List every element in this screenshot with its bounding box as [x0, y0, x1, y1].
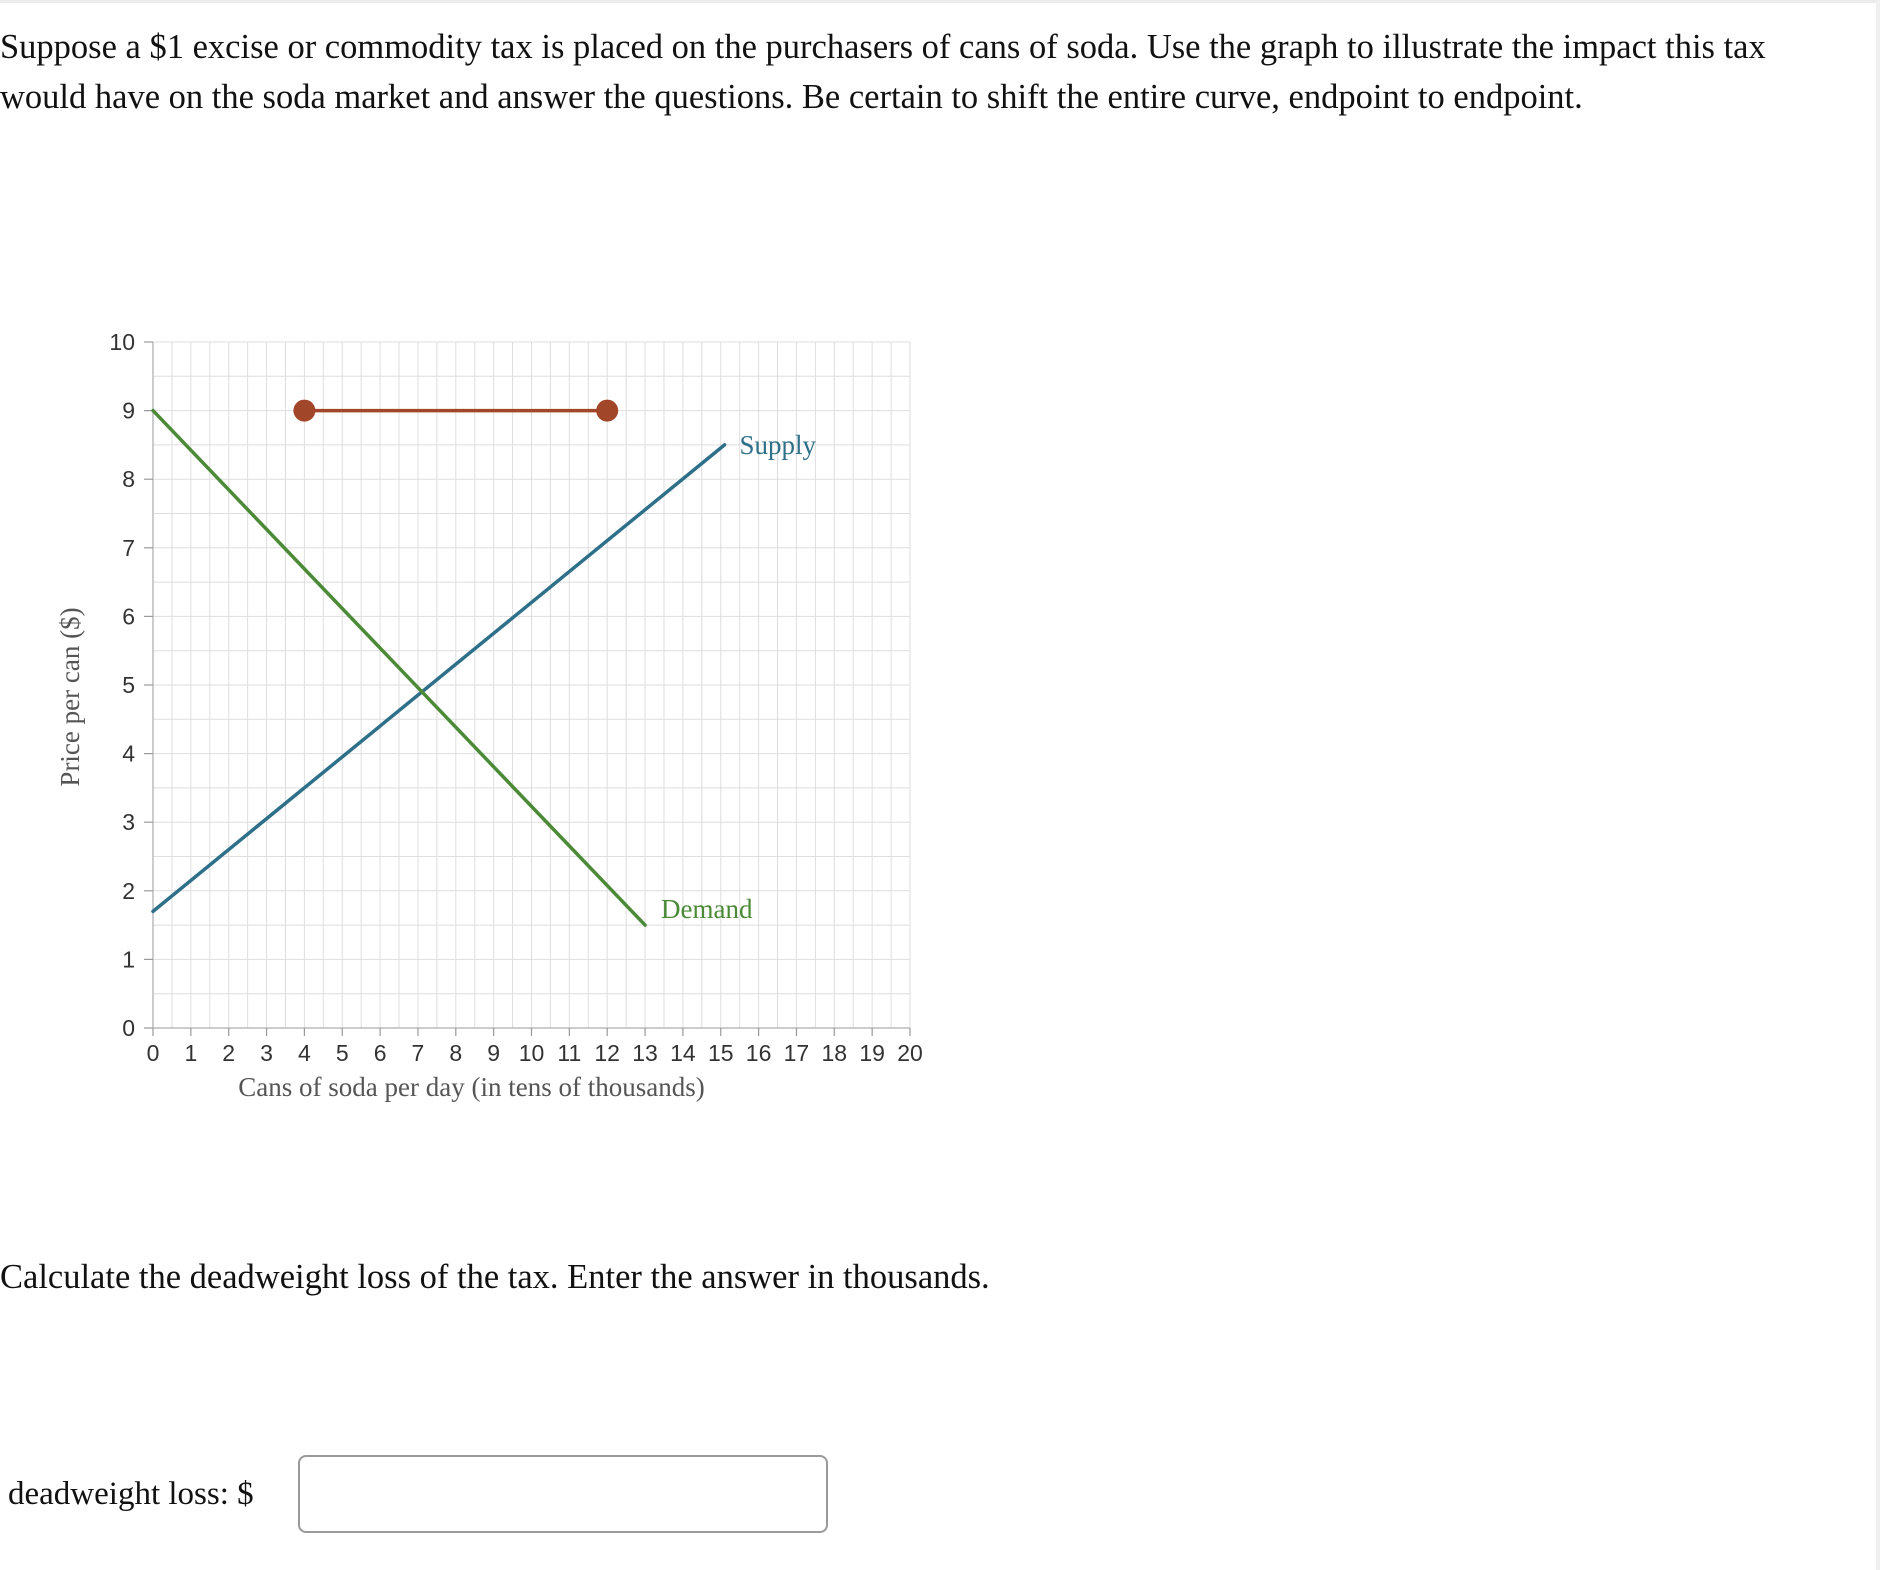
- x-tick-label: 8: [449, 1040, 463, 1066]
- y-tick-label: 9: [122, 397, 135, 424]
- x-tick-label: 1: [184, 1040, 198, 1066]
- x-axis-title: Cans of soda per day (in tens of thousands): [238, 1072, 705, 1102]
- tax-line-handle-right[interactable]: [596, 400, 618, 422]
- y-tick-label: 8: [122, 466, 135, 493]
- x-tick-label: 20: [897, 1040, 923, 1066]
- right-divider: [1876, 0, 1880, 1570]
- x-tick-label: 14: [670, 1040, 696, 1066]
- question-text: Suppose a $1 excise or commodity tax is placed on the purchasers of cans of soda. Use the graph to illustrate the impact this tax would have on the soda market and answer the questions. Be certain to shift the entire curve, endpoint to endpoint.: [0, 28, 1766, 116]
- y-tick-label: 4: [122, 740, 135, 767]
- x-tick-label: 18: [821, 1040, 848, 1066]
- x-tick-label: 16: [745, 1040, 772, 1066]
- tax-line-handle-left[interactable]: [293, 400, 315, 422]
- demand-label: Demand: [661, 894, 753, 925]
- deadweight-loss-prompt: Calculate the deadweight loss of the tax. Enter the answer in thousands.: [0, 1258, 990, 1296]
- deadweight-loss-input[interactable]: [298, 1455, 828, 1533]
- x-tick-label: 17: [783, 1040, 810, 1066]
- deadweight-loss-label: deadweight loss: $: [8, 1475, 254, 1512]
- x-tick-label: 15: [707, 1040, 734, 1066]
- chart-svg[interactable]: [0, 300, 960, 1120]
- x-tick-label: 9: [487, 1040, 501, 1066]
- x-tick-label: 6: [373, 1040, 387, 1066]
- x-tick-label: 2: [222, 1040, 236, 1066]
- y-tick-label: 6: [122, 603, 135, 630]
- y-tick-label: 3: [122, 809, 135, 836]
- x-tick-label: 10: [518, 1040, 545, 1066]
- curve-labels: [661, 430, 817, 924]
- x-tick-label: 19: [859, 1040, 885, 1066]
- y-tick-label: 1: [122, 946, 135, 973]
- x-tick-label: 12: [594, 1040, 620, 1066]
- y-axis-title: Price per can ($): [55, 607, 85, 787]
- y-tick-label: 10: [109, 329, 135, 355]
- y-tick-label: 0: [122, 1015, 135, 1041]
- supply-label: Supply: [739, 429, 817, 460]
- x-tick-label: 11: [557, 1040, 582, 1066]
- y-tick-label: 5: [122, 672, 135, 698]
- x-tick-label: 4: [298, 1040, 311, 1066]
- y-tick-label: 2: [122, 877, 135, 904]
- x-tick-label: 13: [632, 1040, 658, 1066]
- x-tick-label: 7: [411, 1040, 425, 1066]
- supply-demand-chart[interactable]: [0, 300, 960, 1120]
- x-tick-label: 3: [260, 1040, 273, 1066]
- answer-row: [8, 1452, 828, 1536]
- top-divider: [0, 0, 1880, 3]
- y-tick-label: 7: [122, 534, 135, 561]
- series[interactable]: [153, 400, 725, 926]
- x-tick-label: 0: [146, 1040, 160, 1066]
- x-tick-label: 5: [335, 1040, 349, 1066]
- supply-curve: [153, 445, 725, 911]
